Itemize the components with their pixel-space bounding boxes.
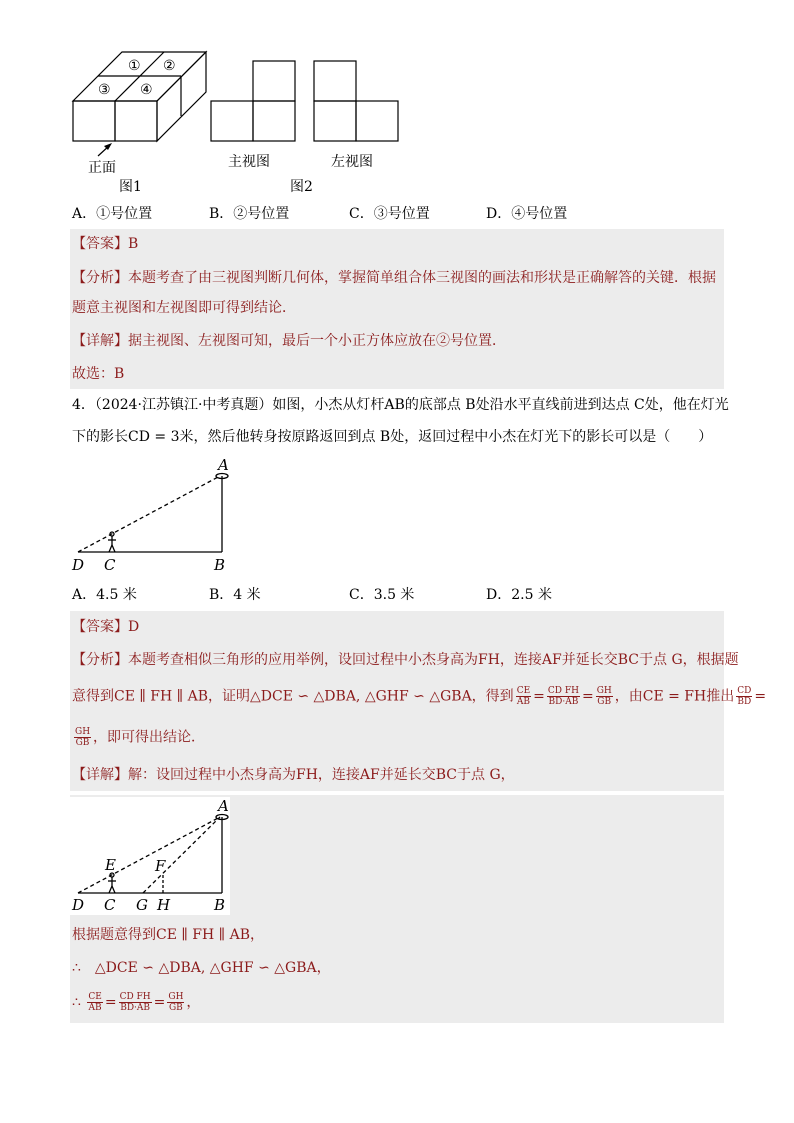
detail-point-b: B xyxy=(214,896,226,914)
q3-option-a: A．①号位置 xyxy=(72,206,153,222)
q4-stem-line2: 下的影长CD = 3米，然后他转身按原路返回到点 B处，返回过程中小杰在灯光下的影长可以是（ ） xyxy=(72,429,713,445)
q3-choice: 故选：B xyxy=(72,366,125,382)
q3-option-d: D．④号位置 xyxy=(486,206,568,222)
detail-point-e: E xyxy=(105,856,116,874)
detail-point-f: F xyxy=(155,857,166,875)
q3-analysis-line1: 【分析】本题考查了由三视图判断几何体，掌握简单组合体三视图的画法和形状是正确解答的关键．根据 xyxy=(72,270,716,286)
fraction-cd-bd-2: $\frac{CD}{BD}$ xyxy=(737,686,752,707)
cell-4-label: ④ xyxy=(140,82,153,98)
left-view-label: 左视图 xyxy=(331,154,373,170)
q4-figure xyxy=(68,456,243,576)
cell-1-label: ① xyxy=(128,58,141,74)
front-label: 正面 xyxy=(88,160,116,176)
q4-option-c: C．3.5 米 xyxy=(349,587,415,603)
q4-analysis-line1: 【分析】本题考查相似三角形的应用举例，设回过程中小杰身高为FH，连接AF并延长交BC于点 G，根据题 xyxy=(72,652,739,668)
q3-analysis-line2: 题意主视图和左视图即可得到结论． xyxy=(72,300,296,316)
q4-detail: 【详解】解：设回过程中小杰身高为FH，连接AF并延长交BC于点 G， xyxy=(72,767,515,783)
q4-answer: 【答案】D xyxy=(72,619,140,635)
fraction-ce-ab: $\frac{CE}{AB}$ xyxy=(516,686,531,707)
q4-option-b: B．4 米 xyxy=(209,587,261,603)
detail-point-c: C xyxy=(104,896,116,914)
step3-fraction-cd-bd: $\frac{\text{CD FH}}{BD\cdot AB}$ xyxy=(119,992,151,1013)
q4-detail-figure xyxy=(68,797,230,915)
q4-step1: 根据题意得到CE ∥ FH ∥ AB， xyxy=(72,927,264,943)
q4-step3: ∴ $\frac{CE}{AB}$ = $\frac{\text{CD FH}}{BD\cdot AB}$ = $\frac{GH}{GB}$ ， xyxy=(72,992,201,1013)
detail-point-a: A xyxy=(218,797,229,815)
q3-detail: 【详解】据主视图、左视图可知，最后一个小正方体应放在②号位置． xyxy=(72,333,506,349)
cell-3-label: ③ xyxy=(98,82,111,98)
q4-point-a: A xyxy=(218,456,229,474)
figure-2-caption: 图2 xyxy=(290,179,313,195)
main-view-label: 主视图 xyxy=(228,154,270,170)
q4-point-c: C xyxy=(104,556,116,574)
detail-point-d: D xyxy=(72,896,85,914)
q4-stem-line1: 4．（2024·江苏镇江·中考真题）如图，小杰从灯杆AB的底部点 B处沿水平直线前进到达点 C处，他在灯光 xyxy=(72,397,729,413)
step3-fraction-ce-ab: $\frac{CE}{AB}$ xyxy=(88,992,102,1013)
cell-2-label: ② xyxy=(163,58,176,74)
figure-2-views xyxy=(206,56,406,196)
q4-step2: ∴ △DCE ∽ △DBA, △GHF ∽ △GBA， xyxy=(72,960,331,976)
detail-point-g: G xyxy=(136,896,148,914)
q4-option-d: D．2.5 米 xyxy=(486,587,552,603)
detail-point-h: H xyxy=(157,896,171,914)
step3-fraction-gh-gb: $\frac{GH}{GB}$ xyxy=(168,992,184,1013)
q3-option-b: B．②号位置 xyxy=(209,206,290,222)
q3-option-c: C．③号位置 xyxy=(349,206,430,222)
q3-answer: 【答案】B xyxy=(72,236,139,252)
q4-analysis-line2: 意得到CE ∥ FH ∥ AB，证明△DCE ∽ △DBA, △GHF ∽ △GBA，得到 $\frac{CE}{AB}$ = $\frac{\text{CD FH}}{BD\cdot AB}$ = $\frac{GH}{GB}$ ，由CE = FH推出 $\frac{CD}{BD}$ = xyxy=(72,686,767,707)
fraction-gh-gb-2: $\frac{GH}{GB}$ xyxy=(75,727,91,748)
fraction-cd-bd: $\frac{\text{CD FH}}{BD\cdot AB}$ xyxy=(547,686,579,707)
q4-analysis-line3: $\frac{GH}{GB}$ ，即可得出结论． xyxy=(75,727,206,748)
q4-option-a: A．4.5 米 xyxy=(72,587,137,603)
figure-1-caption: 图1 xyxy=(119,179,142,195)
fraction-gh-gb: $\frac{GH}{GB}$ xyxy=(596,686,612,707)
q4-point-b: B xyxy=(214,556,226,574)
q4-point-d: D xyxy=(72,556,85,574)
figure-1-cubes xyxy=(68,46,213,196)
